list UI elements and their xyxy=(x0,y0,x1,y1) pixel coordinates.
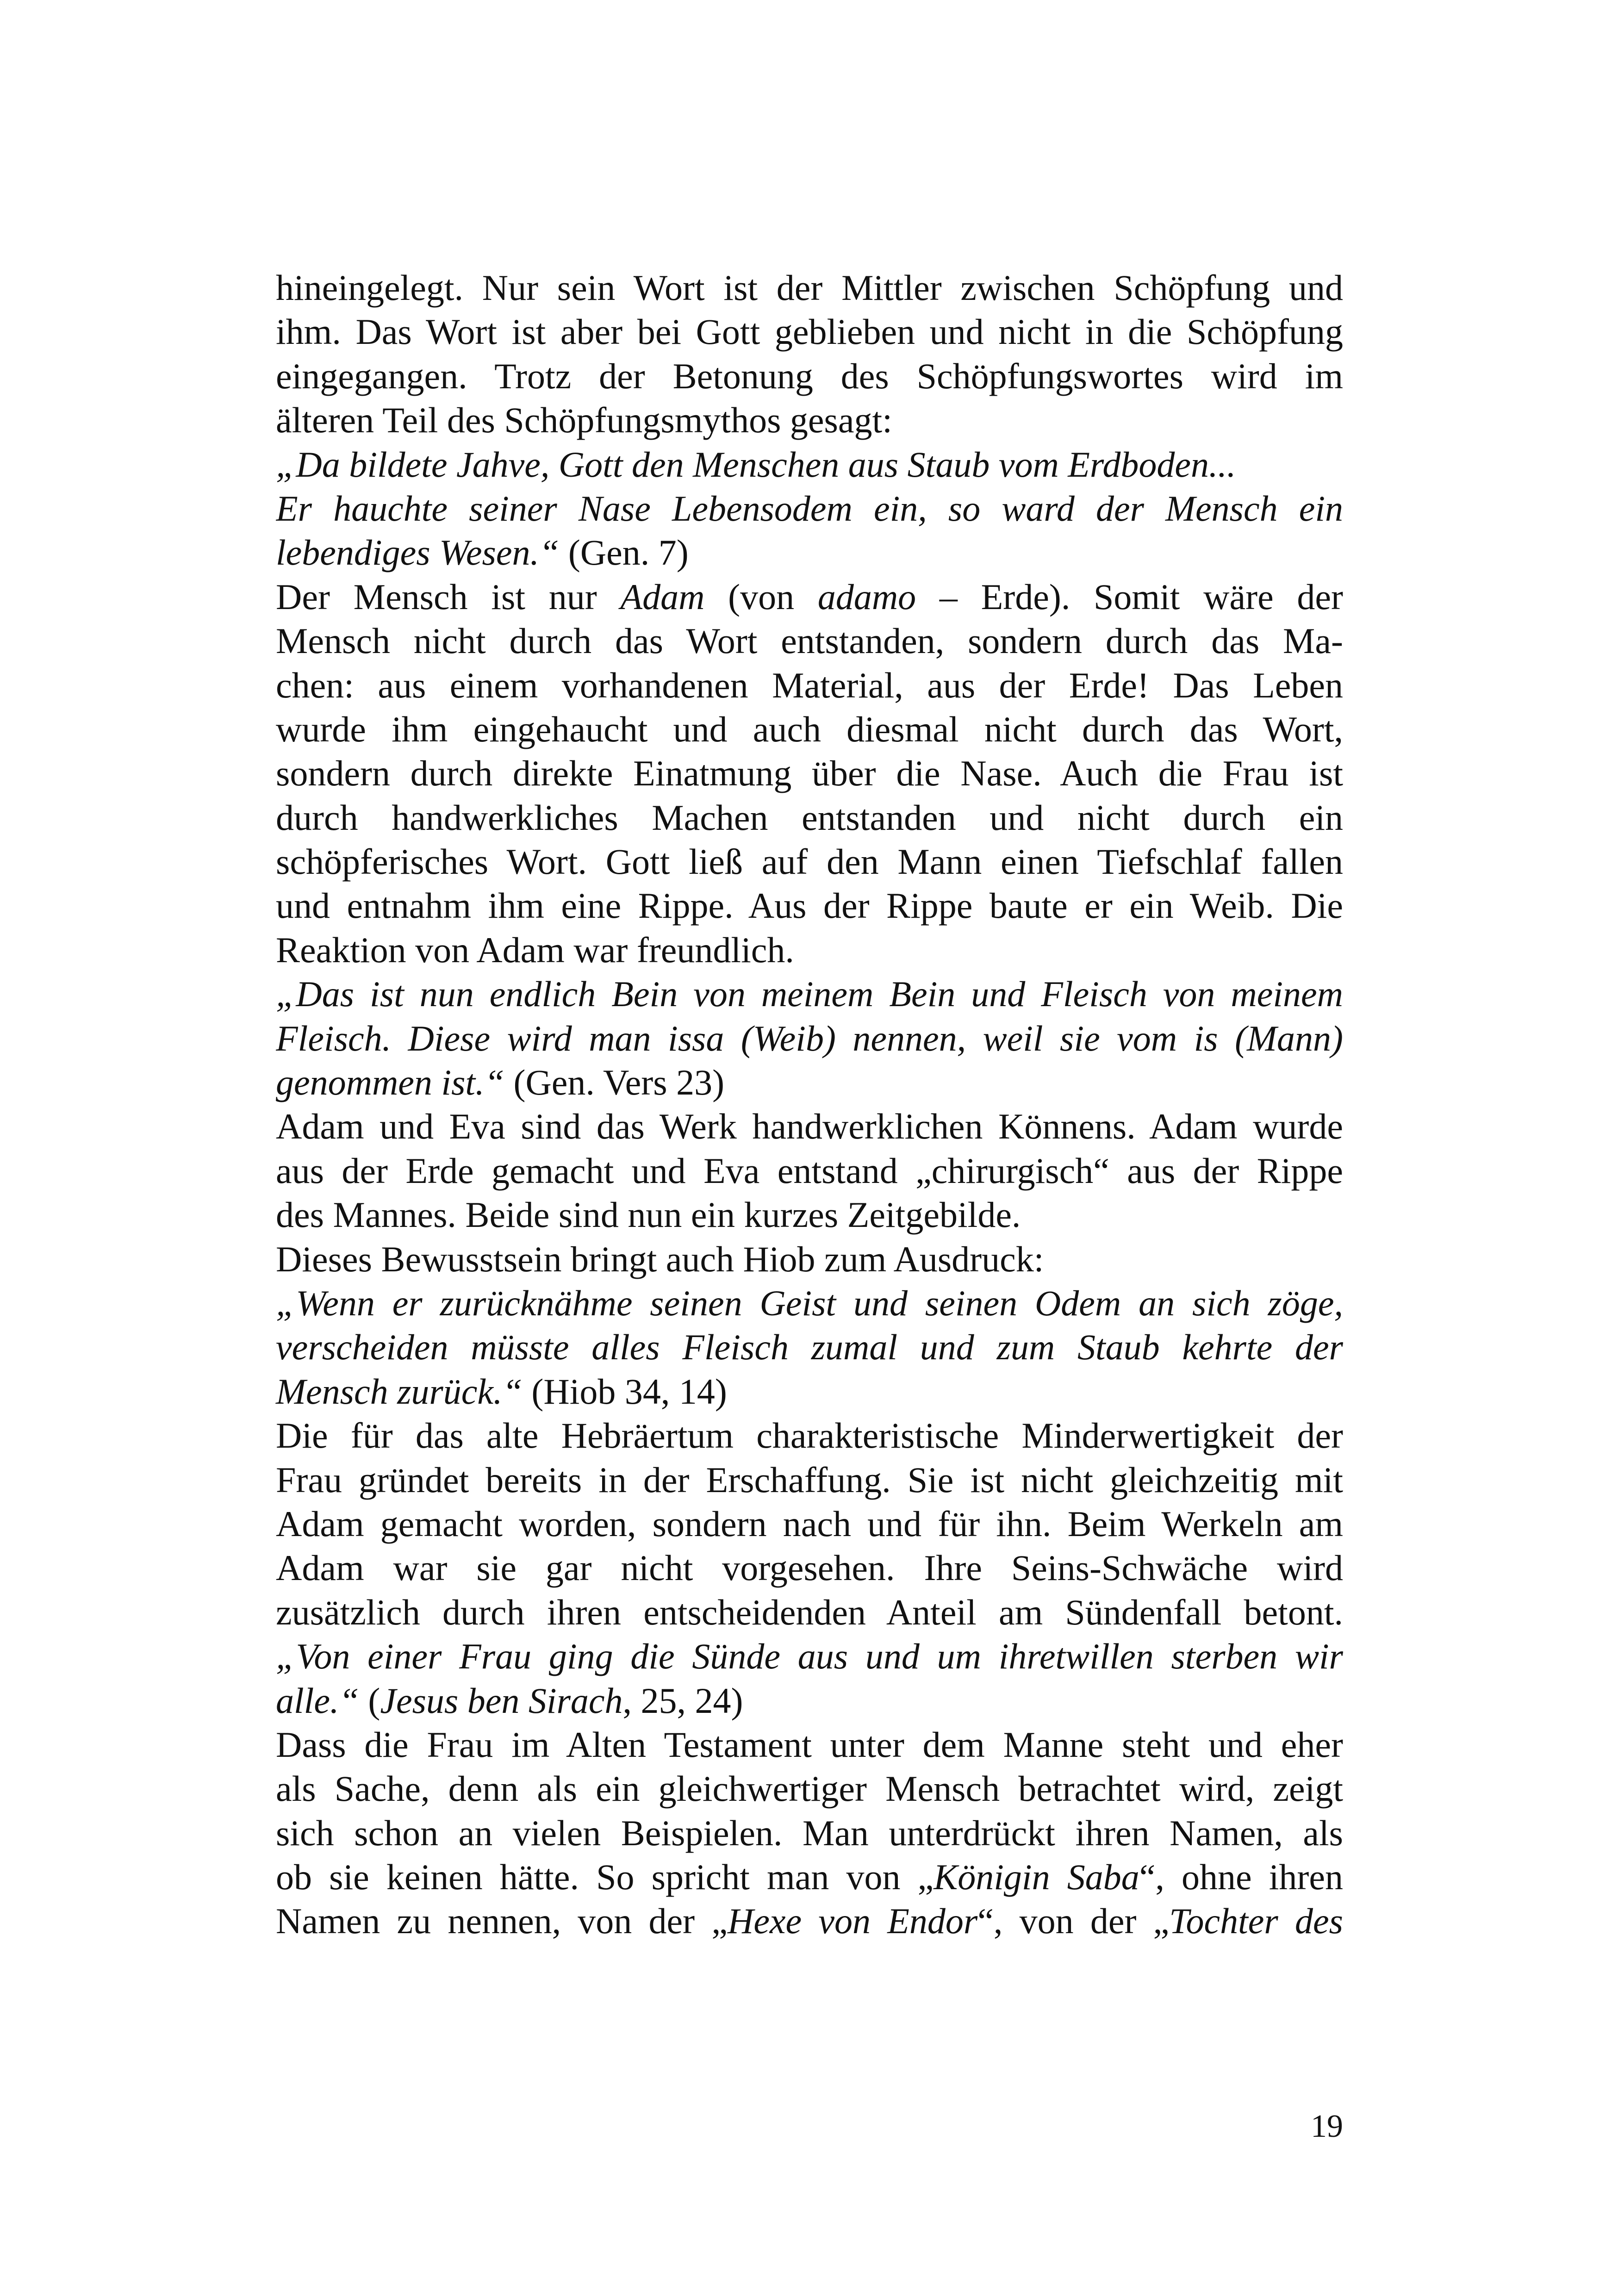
text-run: hineingelegt. Nur sein Wort ist der Mittler zwischen Schöpfung und xyxy=(276,268,1343,308)
text-line xyxy=(276,1281,1343,1325)
text-line xyxy=(276,1325,1343,1369)
text-line xyxy=(276,707,1343,751)
text-run: zusätzlich durch ihren entscheidenden Anteil am Sündenfall betont. xyxy=(276,1592,1343,1632)
text-line xyxy=(276,619,1343,663)
text-run: Adam und Eva sind das Werk handwerklichen Könnens. Adam wurde xyxy=(276,1106,1343,1147)
italic-text: Hexe von Endor xyxy=(727,1901,978,1941)
italic-text: genommen ist.“ xyxy=(276,1062,504,1103)
text-line xyxy=(276,1723,1343,1767)
text-line xyxy=(276,840,1343,884)
italic-text: lebendiges Wesen.“ xyxy=(276,532,560,573)
text-line xyxy=(276,1413,1343,1457)
italic-text: „Von einer Frau ging die Sünde aus und um ihretwillen sterben wir xyxy=(276,1636,1343,1677)
text-line xyxy=(276,1811,1343,1855)
text-run: Frau gründet bereits in der Erschaffung. Sie ist nicht gleichzeitig mit xyxy=(276,1459,1343,1500)
text-line xyxy=(276,486,1343,530)
text-run: sondern durch direkte Einatmung über die Nase. Auch die Frau ist xyxy=(276,753,1343,794)
text-line xyxy=(276,1104,1343,1148)
italic-text: Königin Saba xyxy=(933,1857,1139,1898)
text-line xyxy=(276,751,1343,795)
text-run: Adam war sie gar nicht vorgesehen. Ihre Seins-Schwäche wird xyxy=(276,1548,1343,1588)
text-line xyxy=(276,442,1343,486)
text-line xyxy=(276,266,1343,310)
text-line xyxy=(276,575,1343,619)
text-run: Dieses Bewusstsein bringt auch Hiob zum Ausdruck: xyxy=(276,1238,1044,1279)
text-run: Mensch nicht durch das Wort entstanden, sondern durch das Ma- xyxy=(276,621,1343,661)
text-line xyxy=(276,530,1343,574)
text-run: schöpferisches Wort. Gott ließ auf den Mann einen Tiefschlaf fallen xyxy=(276,841,1343,882)
text-run: durch handwerkliches Machen entstanden und nicht durch ein xyxy=(276,797,1343,838)
text-line xyxy=(276,1634,1343,1678)
italic-text: Jesus ben Sirach xyxy=(380,1680,623,1721)
text-line xyxy=(276,1767,1343,1811)
text-line xyxy=(276,884,1343,927)
text-run: , 25, 24) xyxy=(622,1680,743,1721)
text-run: des Mannes. Beide sind nun ein kurzes Zeitgebilde. xyxy=(276,1195,1021,1235)
text-run: als Sache, denn als ein gleichwertiger Mensch betrachtet wird, zeigt xyxy=(276,1768,1343,1809)
italic-text: Er hauchte seiner Nase Lebensodem ein, so ward der Mensch ein xyxy=(276,488,1343,529)
text-run: (Gen. Vers 23) xyxy=(504,1062,725,1103)
italic-text: verscheiden müsste alles Fleisch zumal und zum Staub kehrte der xyxy=(276,1327,1343,1368)
text-line xyxy=(276,1237,1343,1281)
text-line xyxy=(276,1502,1343,1546)
text-run: – Erde). Somit wäre der xyxy=(916,576,1343,617)
text-run: Adam gemacht worden, sondern nach und für ihn. Beim Werkeln am xyxy=(276,1503,1343,1544)
italic-text: Tochter des xyxy=(1169,1901,1343,1941)
text-line xyxy=(276,1546,1343,1590)
text-run: ob sie keinen hätte. So spricht man von „ xyxy=(276,1857,934,1898)
italic-text: alle.“ xyxy=(276,1680,359,1721)
italic-text: „Das ist nun endlich Bein von meinem Bein und Fleisch von meinem xyxy=(276,974,1343,1014)
text-line xyxy=(276,1016,1343,1060)
text-line xyxy=(276,796,1343,840)
text-run: chen: aus einem vorhandenen Material, aus der Erde! Das Leben xyxy=(276,665,1343,705)
text-run: Die für das alte Hebräertum charakteristische Minderwertigkeit der xyxy=(276,1415,1343,1456)
text-run: und entnahm ihm eine Rippe. Aus der Rippe baute er ein Weib. Die xyxy=(276,885,1343,926)
text-line xyxy=(276,310,1343,354)
body-text xyxy=(276,266,1343,1943)
text-line xyxy=(276,1369,1343,1413)
text-line xyxy=(276,928,1343,972)
text-run: “, von der „ xyxy=(977,1901,1170,1941)
text-line xyxy=(276,354,1343,398)
text-line xyxy=(276,972,1343,1016)
text-run: Der Mensch ist nur xyxy=(276,576,621,617)
text-run: (Hiob 34, 14) xyxy=(522,1371,727,1412)
text-run: wurde ihm eingehaucht und auch diesmal nicht durch das Wort, xyxy=(276,709,1343,749)
text-line xyxy=(276,1193,1343,1237)
text-line xyxy=(276,1060,1343,1104)
text-line xyxy=(276,398,1343,442)
text-run: eingegangen. Trotz der Betonung des Schöpfungswortes wird im xyxy=(276,355,1343,396)
text-line xyxy=(276,1590,1343,1634)
text-run: “, ohne ihren xyxy=(1139,1857,1343,1898)
italic-text: Mensch zurück.“ xyxy=(276,1371,523,1412)
text-run: Namen zu nennen, von der „ xyxy=(276,1901,728,1941)
text-line xyxy=(276,1899,1343,1943)
italic-text: adamo xyxy=(817,576,916,617)
text-run: sich schon an vielen Beispielen. Man unterdrückt ihren Namen, als xyxy=(276,1812,1343,1853)
page-number: 19 xyxy=(1311,2109,1343,2144)
text-line xyxy=(276,1855,1343,1899)
italic-text: „Wenn er zurücknähme seinen Geist und seinen Odem an sich zöge, xyxy=(276,1282,1343,1323)
text-run: (von xyxy=(704,576,818,617)
text-run: Dass die Frau im Alten Testament unter dem Manne steht und eher xyxy=(276,1724,1343,1765)
text-run: ( xyxy=(359,1680,380,1721)
italic-text: „Da bildete Jahve, Gott den Menschen aus Staub vom Erdboden... xyxy=(276,444,1236,485)
text-line xyxy=(276,663,1343,707)
text-run: älteren Teil des Schöpfungsmythos gesagt: xyxy=(276,400,892,441)
italic-text: Adam xyxy=(620,576,705,617)
italic-text: Fleisch. Diese wird man issa (Weib) nennen, weil sie vom is (Mann) xyxy=(276,1018,1343,1058)
text-line xyxy=(276,1458,1343,1502)
text-run: aus der Erde gemacht und Eva entstand „chirurgisch“ aus der Rippe xyxy=(276,1150,1343,1191)
text-line xyxy=(276,1149,1343,1193)
text-line xyxy=(276,1679,1343,1723)
text-run: Reaktion von Adam war freundlich. xyxy=(276,929,794,970)
text-run: (Gen. 7) xyxy=(559,532,689,573)
text-run: ihm. Das Wort ist aber bei Gott geblieben und nicht in die Schöpfung xyxy=(276,311,1343,352)
